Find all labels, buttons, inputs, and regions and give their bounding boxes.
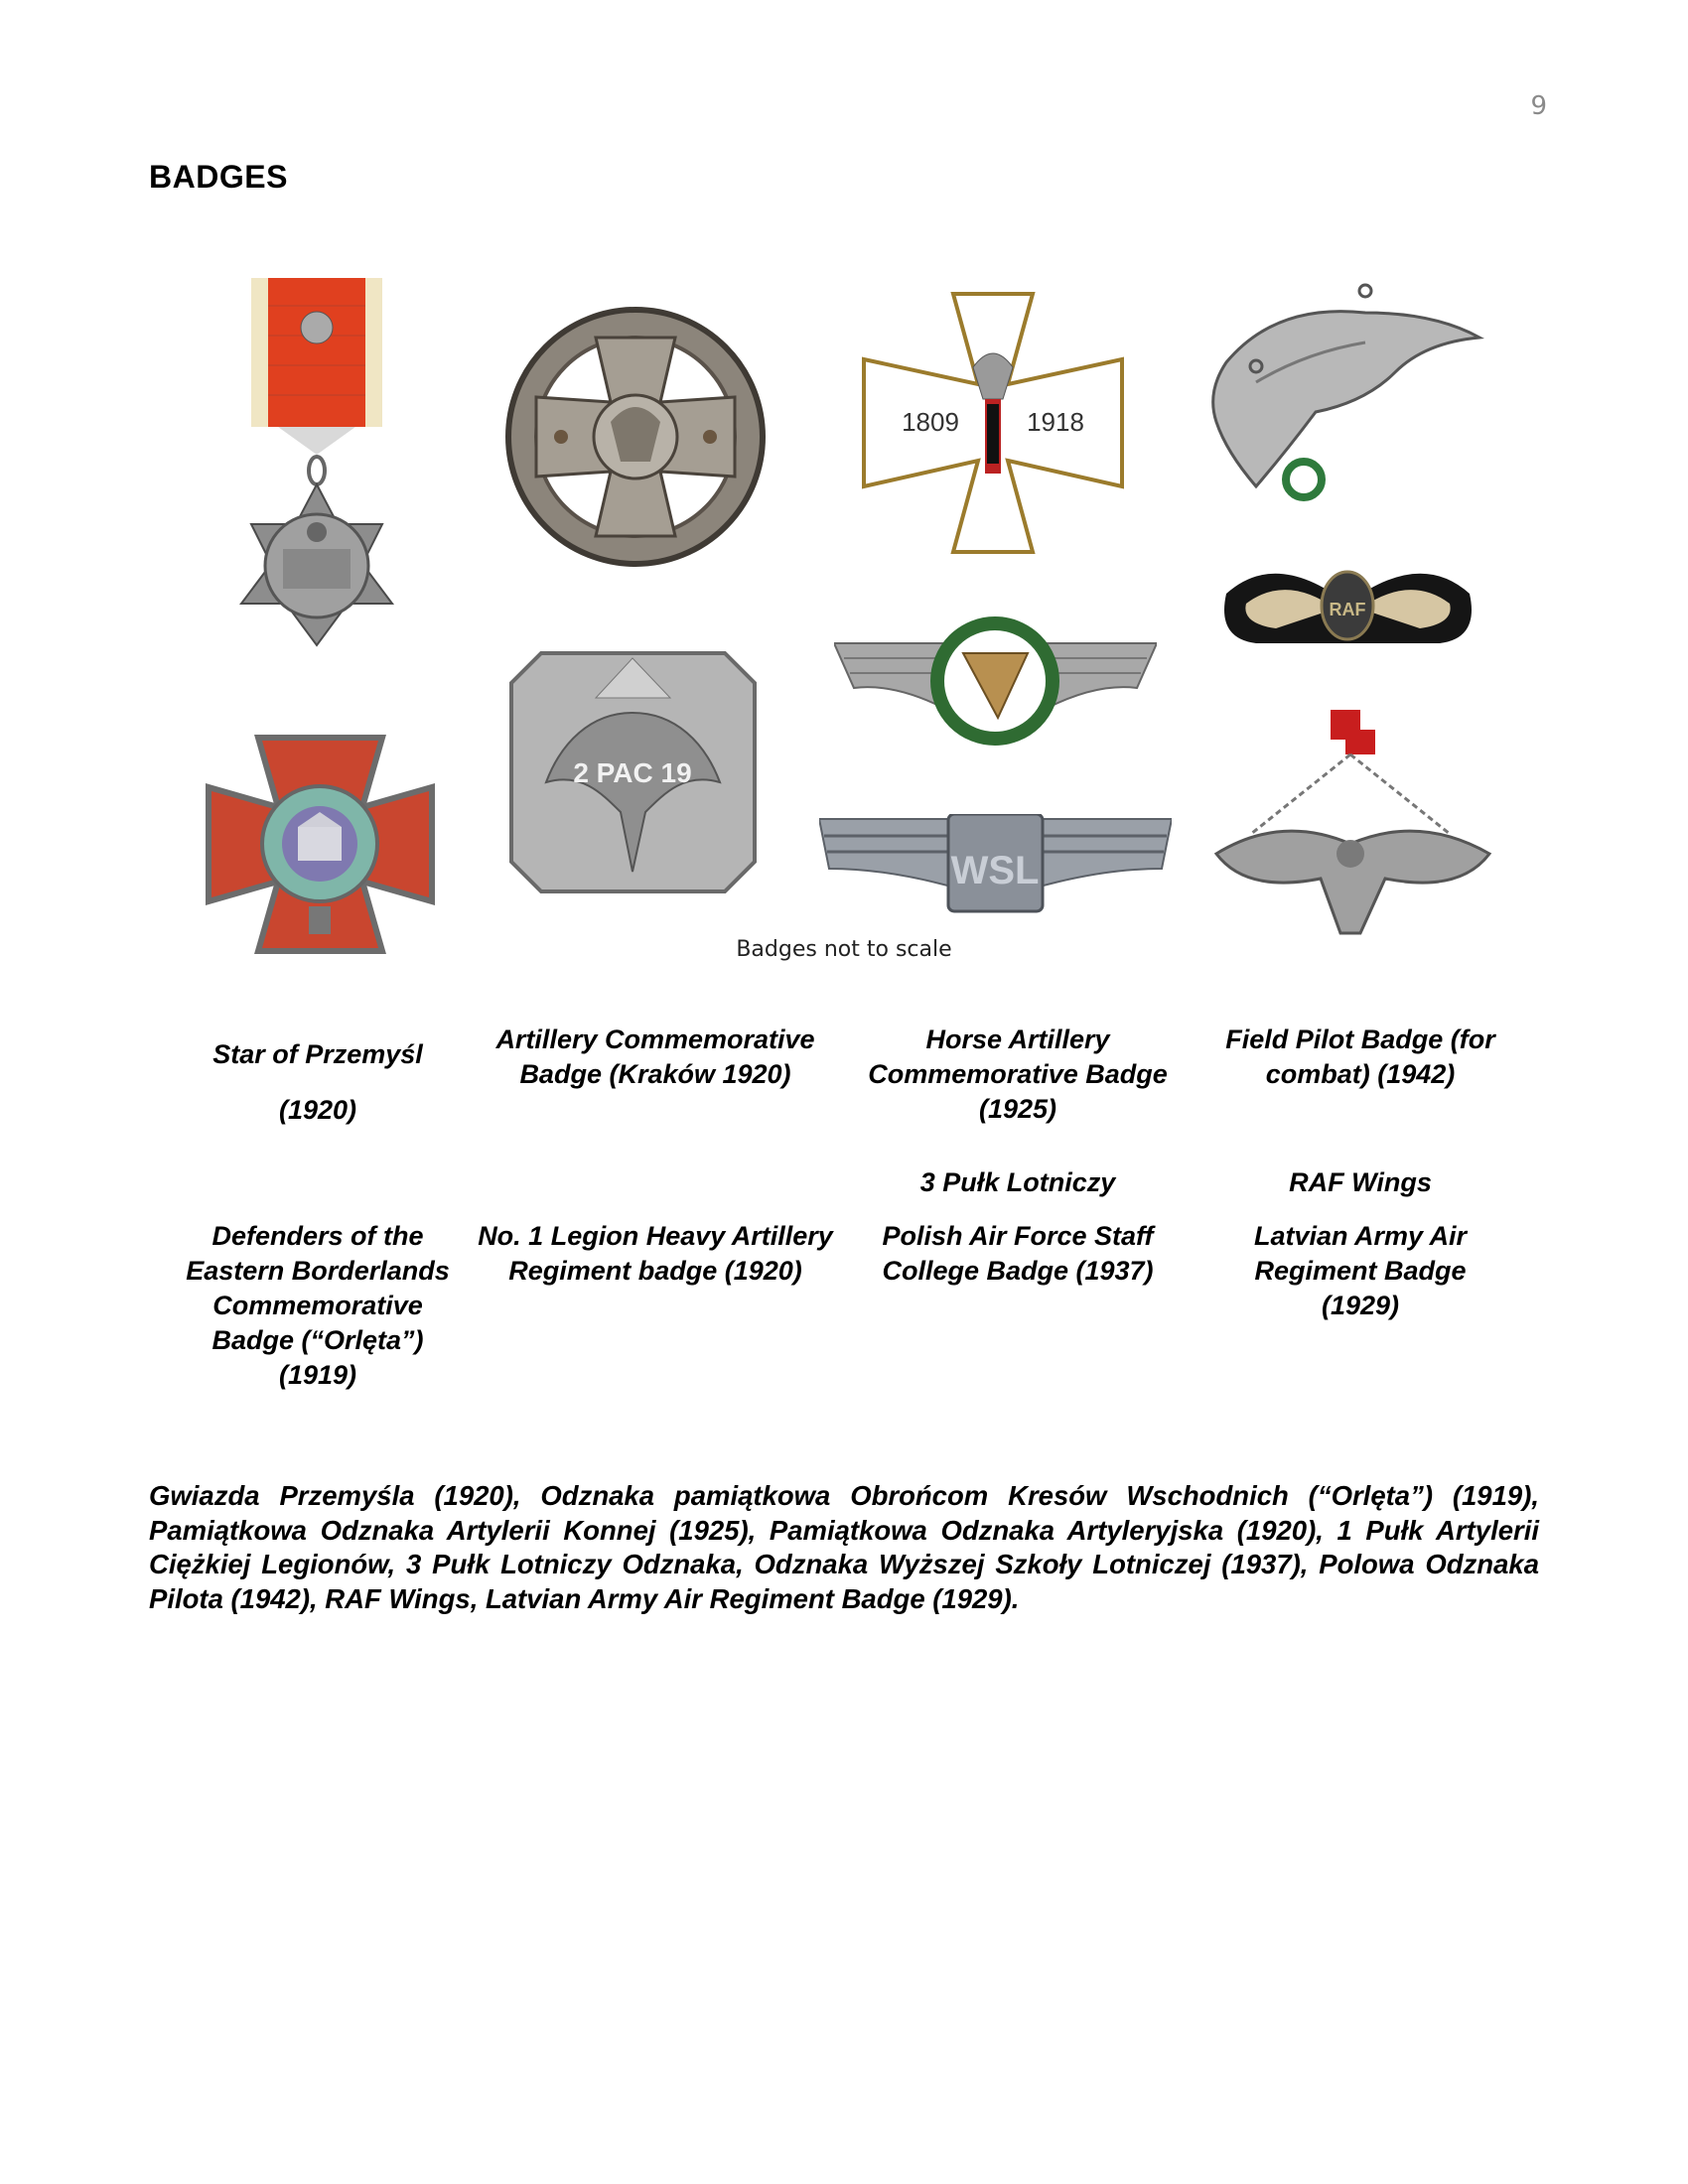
- caption-latvian-air: Latvian Army Air Regiment Badge (1929): [1253, 1221, 1468, 1320]
- orleta-badge: [204, 733, 437, 956]
- legion-badge-inscription: 2 PAC 19: [573, 757, 692, 788]
- latvian-air-regiment-badge: [1211, 695, 1494, 958]
- caption-field-pilot: Field Pilot Badge (for combat) (1942): [1225, 1024, 1495, 1089]
- field-pilot-badge: [1196, 283, 1484, 511]
- horse-artillery-badge: [859, 290, 1127, 556]
- star-of-przemysl-badge: [218, 276, 417, 713]
- page-number: 9: [1530, 91, 1547, 121]
- artillery-commemorative-badge: [501, 303, 770, 571]
- raf-wings-badge: [1216, 544, 1479, 653]
- staff-college-badge: [819, 814, 1172, 913]
- caption-star-title: Star of Przemyśl: [212, 1039, 423, 1069]
- page-heading: BADGES: [149, 159, 288, 195]
- horse-artillery-year-right: 1918: [1027, 407, 1084, 437]
- caption-artillery-commemorative: Artillery Commemorative Badge (Kraków 1920): [495, 1024, 815, 1089]
- caption-legion-artillery: No. 1 Legion Heavy Artillery Regiment badge (1920): [478, 1221, 833, 1286]
- caption-star-year: (1920): [278, 1095, 357, 1125]
- legion-heavy-artillery-badge: [501, 643, 765, 901]
- staff-college-letters: WSL: [950, 849, 1040, 892]
- caption-staff-college: Polish Air Force Staff College Badge (1937): [882, 1221, 1154, 1286]
- body-paragraph: Gwiazda Przemyśla (1920), Odznaka pamiątkowa Obrońcom Kresów Wschodnich (“Orlęta”) (1919), Pamiątkowa Odznaka Artylerii Konnej (1925), Pamiątkowa Odznaka Artyleryjska (1920), 1 Pułk Artylerii Ciężkiej Legionów, 3 Pułk Lotniczy Odznaka, Odznaka Wyższej Szkoły Lotniczej (1937), Polowa Odznaka Pilota (1942), RAF Wings, Latvian Army Air Regiment Badge (1929).: [149, 1480, 1539, 1614]
- horse-artillery-year-left: 1809: [902, 407, 959, 437]
- pulk-lotniczy-badge: [834, 614, 1157, 748]
- caption-raf-wings: RAF Wings: [1289, 1167, 1432, 1197]
- caption-pulk-lotniczy: 3 Pułk Lotniczy: [919, 1167, 1116, 1197]
- figure-note: Badges not to scale: [736, 937, 952, 962]
- raf-monogram: RAF: [1329, 600, 1366, 619]
- caption-defenders: Defenders of the Eastern Borderlands Commemorative Badge (“Orlęta”) (1919): [186, 1221, 450, 1390]
- caption-horse-artillery: Horse Artillery Commemorative Badge (1925): [868, 1024, 1168, 1124]
